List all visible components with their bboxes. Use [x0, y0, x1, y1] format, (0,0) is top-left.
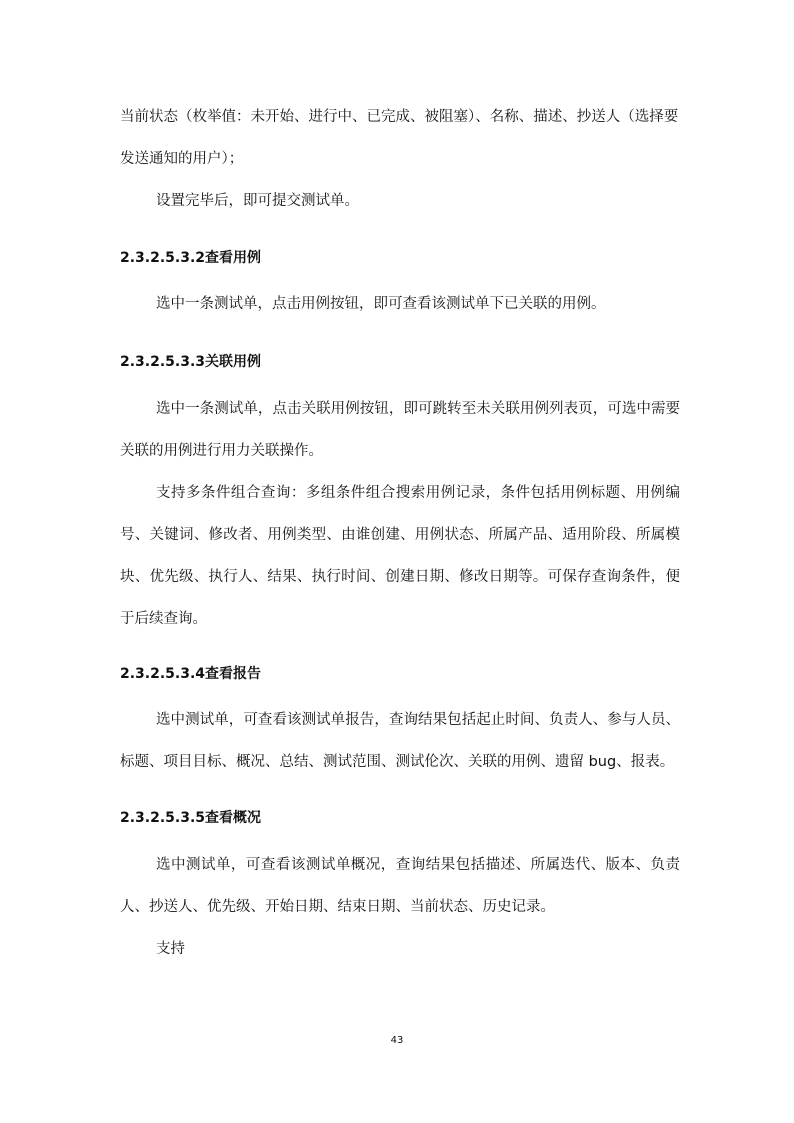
heading-link-cases: 2.3.2.5.3.3关联用例: [120, 354, 262, 370]
paragraph-view-overview: 选中测试单，可查看该测试单概况，查询结果包括描述、所属迭代、版本、负责人、抄送人、优先级、开始日期、结束日期、当前状态、历史记录。: [120, 857, 680, 915]
heading-view-report: 2.3.2.5.3.4查看报告: [120, 666, 262, 682]
heading-view-overview: 2.3.2.5.3.5查看概况: [120, 810, 262, 826]
paragraph-view-report: 选中测试单，可查看该测试单报告，查询结果包括起止时间、负责人、参与人员、标题、项目目标、概况、总结、测试范围、测试伦次、关联的用例、遗留 bug、报表。: [120, 712, 680, 770]
heading-view-cases: 2.3.2.5.3.2查看用例: [120, 250, 262, 266]
page-number: 43: [390, 1035, 404, 1046]
paragraph-status-fields: 当前状态（枚举值：未开始、进行中、已完成、被阻塞）、名称、描述、抄送人（选择要发送通知的用户）；: [120, 109, 679, 167]
paragraph-submit: 设置完毕后，即可提交测试单。: [156, 193, 359, 209]
paragraph-multi-condition-query: 支持多条件组合查询：多组条件组合搜索用例记录，条件包括用例标题、用例编号、关键词、修改者、用例类型、由谁创建、用例状态、所属产品、适用阶段、所属模块、优先级、执行人、结果、执行时间、创建日期、修改日期等。可保存查询条件，便于后续查询。: [120, 485, 680, 627]
paragraph-link-cases: 选中一条测试单，点击关联用例按钮，即可跳转至未关联用例列表页，可选中需要关联的用例进行用力关联操作。: [120, 401, 680, 459]
paragraph-view-cases: 选中一条测试单，点击用例按钮，即可查看该测试单下已关联的用例。: [156, 296, 606, 312]
paragraph-support: 支持: [156, 941, 185, 957]
